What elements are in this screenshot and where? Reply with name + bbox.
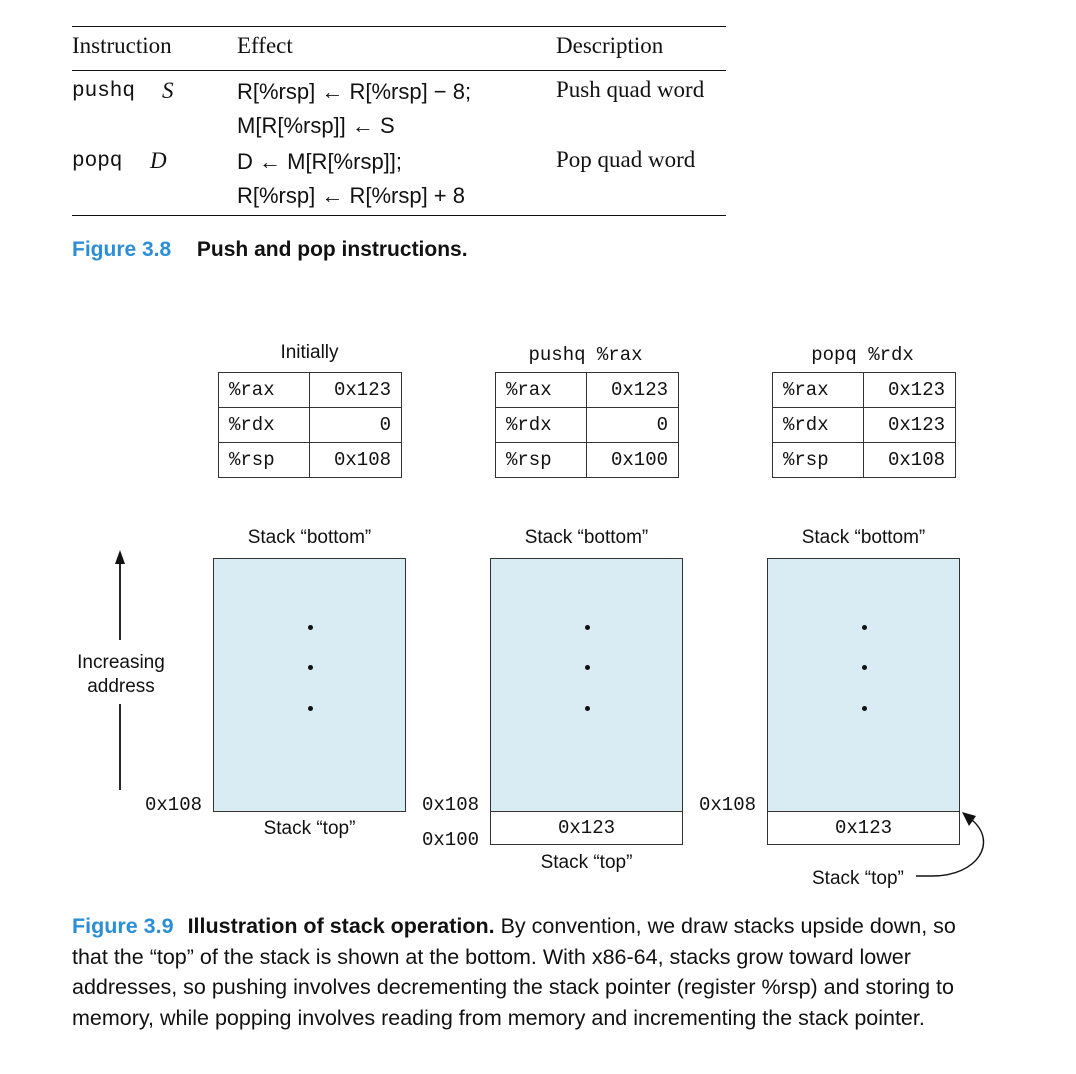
row-description: Pop quad word (556, 147, 696, 172)
address-label: 0x108 (145, 794, 203, 816)
register-name: %rax (219, 373, 310, 408)
row-effect-line1: D ← M[R[%rsp]]; (237, 149, 403, 174)
stack-bottom-label: Stack “bottom” (524, 527, 649, 548)
register-name: %rsp (773, 443, 864, 478)
row-op: pushq (72, 80, 136, 103)
row-effect-line1: R[%rsp] ← R[%rsp] − 8; (237, 79, 472, 104)
fig39-caption-title: Illustration of stack operation. (187, 914, 495, 938)
row-operand: D (150, 148, 167, 173)
address-label: 0x108 (422, 794, 480, 816)
register-name: %rdx (496, 408, 587, 443)
register-value: 0 (587, 408, 679, 443)
register-row (773, 373, 956, 408)
stack-top-label: Stack “top” (812, 868, 904, 889)
register-value: 0x123 (864, 408, 956, 443)
stack-bottom-label: Stack “bottom” (801, 527, 926, 548)
header-effect: Effect (237, 33, 293, 58)
register-name: %rax (773, 373, 864, 408)
register-row (773, 408, 956, 443)
ellipsis-dot (862, 706, 867, 711)
register-row (219, 443, 402, 478)
stack-region (490, 558, 683, 812)
axis-label-line2: address (87, 676, 155, 697)
ellipsis-dot (585, 706, 590, 711)
ellipsis-dot (862, 665, 867, 670)
address-label: 0x108 (699, 794, 757, 816)
register-name: %rdx (219, 408, 310, 443)
register-table (495, 372, 679, 478)
stack-region (213, 558, 406, 812)
row-effect-line2: M[R[%rsp]] ← S (237, 113, 395, 138)
register-name: %rax (496, 373, 587, 408)
fig39-caption-number: Figure 3.9 (72, 914, 174, 938)
header-instruction: Instruction (72, 33, 172, 58)
table-bottom-rule (72, 215, 726, 216)
table-top-rule (72, 26, 726, 27)
register-value: 0x123 (310, 373, 402, 408)
register-name: %rsp (219, 443, 310, 478)
register-value: 0x108 (310, 443, 402, 478)
row-op: popq (72, 150, 123, 173)
register-row (219, 373, 402, 408)
register-value: 0x100 (587, 443, 679, 478)
axis-label (72, 651, 170, 699)
stack-bottom-label: Stack “bottom” (247, 527, 372, 548)
stack-popped-cell: 0x123 (767, 811, 960, 845)
ellipsis-dot (308, 665, 313, 670)
stack-region (767, 558, 960, 812)
fig39-caption (72, 911, 997, 1033)
register-row (496, 408, 679, 443)
register-table (772, 372, 956, 478)
panel-title: pushq %rax (528, 344, 643, 366)
axis-label-line1: Increasing (77, 652, 165, 673)
register-table (218, 372, 402, 478)
address-label: 0x100 (422, 829, 480, 851)
header-description: Description (556, 33, 664, 58)
register-value: 0x123 (864, 373, 956, 408)
ellipsis-dot (585, 665, 590, 670)
register-row (496, 373, 679, 408)
register-row (219, 408, 402, 443)
stack-top-label: Stack “top” (540, 852, 633, 873)
register-name: %rdx (773, 408, 864, 443)
register-value: 0 (310, 408, 402, 443)
ellipsis-dot (308, 625, 313, 630)
curved-arrow-icon (900, 806, 1000, 886)
panel-title: popq %rdx (811, 344, 914, 366)
header-rule (72, 70, 726, 71)
register-name: %rsp (496, 443, 587, 478)
register-row (496, 443, 679, 478)
row-effect-line2: R[%rsp] ← R[%rsp] + 8 (237, 183, 466, 208)
panel-title: Initially (280, 342, 339, 363)
register-value: 0x108 (864, 443, 956, 478)
ellipsis-dot (585, 625, 590, 630)
row-operand: S (162, 78, 174, 103)
register-row (773, 443, 956, 478)
fig38-caption (72, 238, 468, 262)
stack-top-label: Stack “top” (263, 818, 356, 839)
fig38-caption-title: Push and pop instructions. (196, 238, 468, 261)
ellipsis-dot (862, 625, 867, 630)
fig38-caption-number: Figure 3.8 (72, 238, 172, 261)
fig39-caption-body: By convention, we draw stacks upside down, so that the “top” of the stack is shown at the bottom. With x86-64, stacks grow toward lower addresses, so pushing involves decrementing the stack pointer (register %rsp) and storing to memory, while popping involves reading from memory and incrementing the stack pointer. (72, 914, 956, 1030)
register-value: 0x123 (587, 373, 679, 408)
stack-top-cell: 0x123 (490, 811, 683, 845)
row-description: Push quad word (556, 77, 705, 102)
ellipsis-dot (308, 706, 313, 711)
